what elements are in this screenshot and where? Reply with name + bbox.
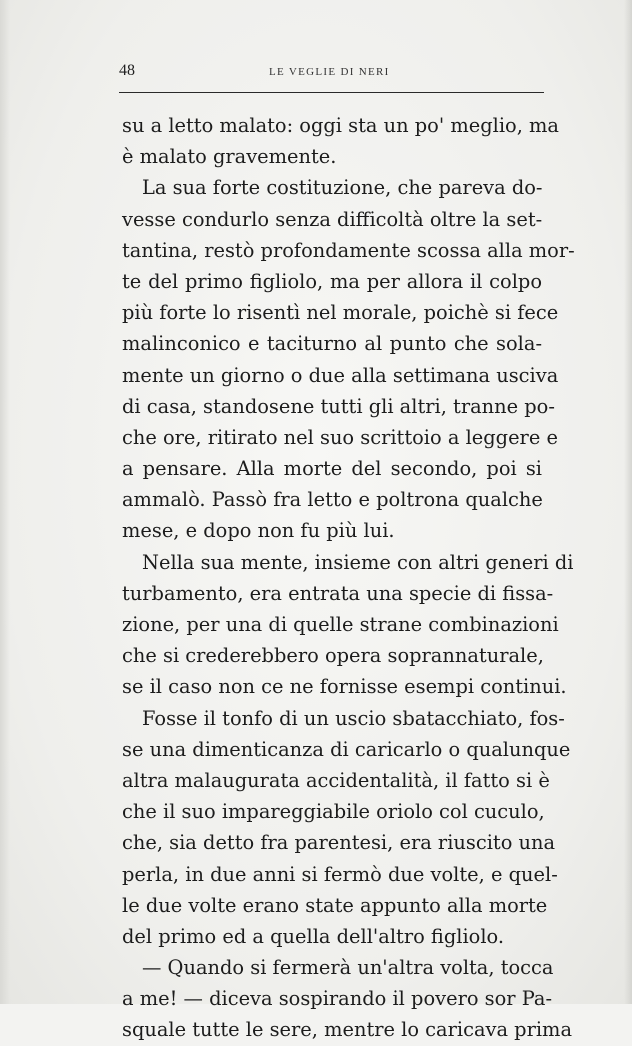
text-line: mese, e dopo non fu più lui. [122, 519, 395, 543]
text-line: più forte lo risentì nel morale, poichè si fece [122, 301, 559, 325]
text-line: altra malaugurata accidentalità, il fatto si è [122, 768, 550, 792]
text-line: zione, per una di quelle strane combinazioni [122, 613, 559, 636]
text-line: che ore, ritirato nel suo scrittoio a leggere e [122, 425, 558, 449]
text-line: ammalò. Passò fra letto e poltrona qualche [122, 488, 543, 512]
running-head: LE VEGLIE DI NERI [269, 66, 390, 78]
text-line: di casa, standosene tutti gli altri, tranne po- [122, 394, 555, 418]
text-line: vesse condurlo senza difficoltà oltre la set- [122, 207, 543, 231]
page-number: 48 [119, 62, 135, 79]
page-edge-shadow-right [624, 0, 632, 1004]
body-text [122, 110, 575, 1046]
text-line: che, sia detto fra parentesi, era riuscito una [122, 831, 556, 855]
text-line: turbamento, era entrata una specie di fissa- [122, 581, 554, 605]
text-line: te del primo figliolo, ma per allora il colpo [122, 269, 542, 293]
text-line: La sua forte costituzione, che pareva do- [142, 176, 543, 200]
text-line: su a letto malato: oggi sta un po' meglio, ma [122, 114, 559, 137]
text-line: a me! — diceva sospirando il povero sor Pa- [122, 987, 553, 1011]
text-line: mente un giorno o due alla settimana usciva [122, 363, 559, 387]
text-line: — Quando si fermerà un'altra volta, tocca [142, 956, 554, 980]
text-line: malinconico e taciturno al punto che sola- [122, 332, 542, 356]
text-line: che il suo impareggiabile oriolo col cuculo, [122, 800, 545, 824]
text-line: che si crederebbero opera soprannaturale, [122, 644, 544, 668]
text-line: a pensare. Alla morte del secondo, poi si [122, 457, 542, 481]
text-line: Fosse il tonfo di un uscio sbatacchiato, fos- [142, 706, 565, 730]
text-line: se il caso non ce ne fornisse esempi continui. [122, 675, 567, 699]
header-rule [119, 92, 544, 93]
text-line: è malato gravemente. [122, 145, 337, 169]
text-line: squale tutte le sere, mentre lo caricava prima [122, 1018, 573, 1042]
text-line: del primo ed a quella dell'altro figliolo. [122, 924, 505, 948]
text-line: tantina, restò profondamente scossa alla mor- [122, 238, 575, 262]
page-header [119, 60, 544, 84]
text-line: Nella sua mente, insieme con altri generi di [142, 550, 574, 574]
page-edge-shadow-left [0, 0, 10, 1004]
text-line: perla, in due anni si fermò due volte, e quel- [122, 862, 558, 886]
text-line: le due volte erano state appunto alla morte [122, 893, 548, 917]
text-line: se una dimenticanza di caricarlo o qualunque [122, 737, 571, 761]
